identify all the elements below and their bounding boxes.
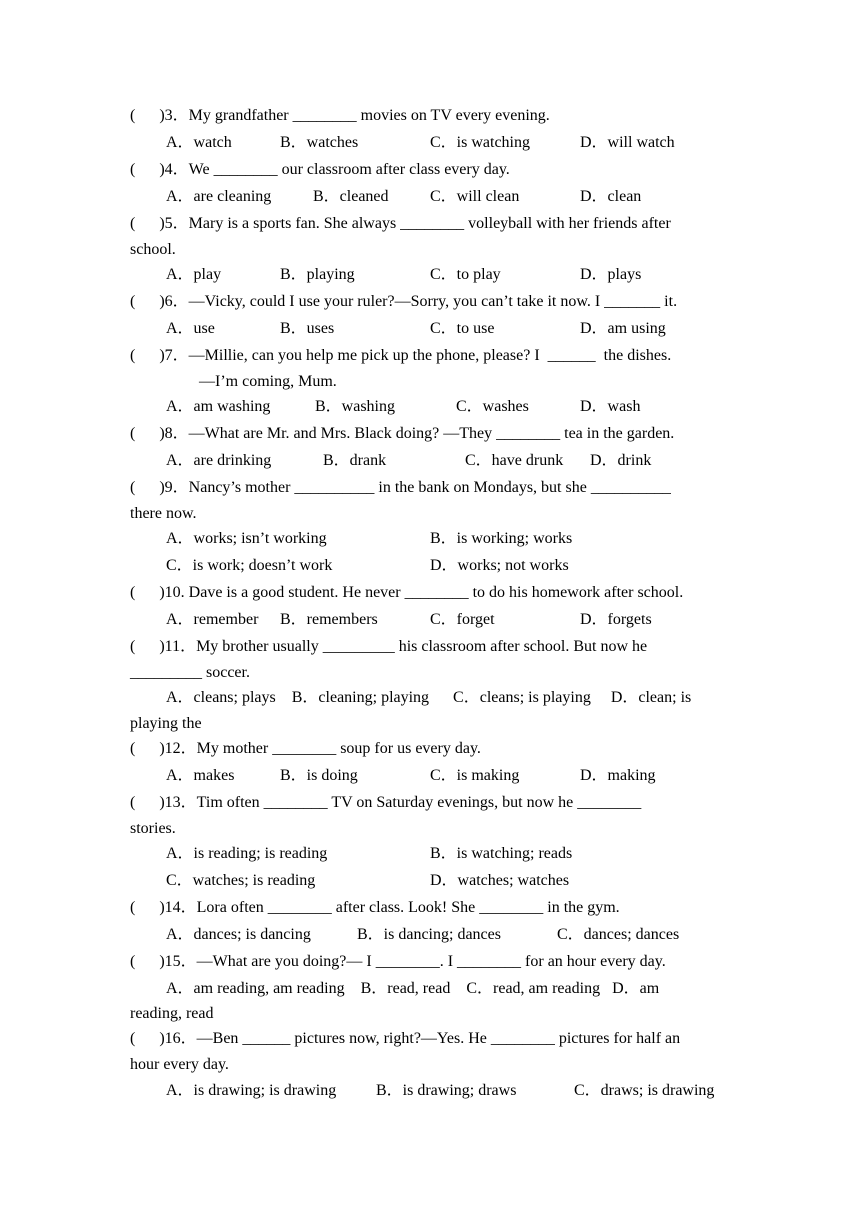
q11-options-cont: playing the — [130, 715, 202, 732]
q12-option-b: B．is doing — [280, 767, 358, 784]
q7-option-c: C．washes — [456, 398, 529, 415]
question-12: ( )12．My mother ________ soup for us every day. — [130, 740, 481, 757]
q10-option-d: D．forgets — [580, 611, 652, 628]
q4-option-b: B．cleaned — [313, 188, 389, 205]
q12-option-d: D．making — [580, 767, 656, 784]
question-8: ( )8．—What are Mr. and Mrs. Black doing? —They ________ tea in the garden. — [130, 425, 675, 442]
question-11-cont: _________ soccer. — [130, 664, 250, 681]
q3-option-b: B．watches — [280, 134, 359, 151]
question-9-cont: there now. — [130, 505, 197, 522]
q8-option-b: B．drank — [323, 452, 387, 469]
q9-option-a: A．works; isn’t working — [166, 530, 327, 547]
q6-option-c: C．to use — [430, 320, 495, 337]
q16-option-b: B．is drawing; draws — [376, 1082, 517, 1099]
q11-options: A．cleans; plays B．cleaning; playing C．cleans; is playing D．clean; is — [166, 689, 692, 706]
question-4: ( )4．We ________ our classroom after class every day. — [130, 161, 510, 178]
q6-option-a: A．use — [166, 320, 215, 337]
question-15: ( )15．—What are you doing?— I ________. I ________ for an hour every day. — [130, 953, 666, 970]
q7-option-a: A．am washing — [166, 398, 271, 415]
question-5: ( )5．Mary is a sports fan. She always ________ volleyball with her friends after — [130, 215, 671, 232]
q13-option-b: B．is watching; reads — [430, 845, 573, 862]
question-3: ( )3．My grandfather ________ movies on TV every evening. — [130, 107, 550, 124]
question-16: ( )16．—Ben ______ pictures now, right?—Yes. He ________ pictures for half an — [130, 1030, 681, 1047]
q9-option-c: C．is work; doesn’t work — [166, 557, 333, 574]
q3-option-c: C．is watching — [430, 134, 530, 151]
q4-option-a: A．are cleaning — [166, 188, 272, 205]
q5-option-a: A．play — [166, 266, 222, 283]
q6-option-b: B．uses — [280, 320, 335, 337]
question-10: ( )10. Dave is a good student. He never ________ to do his homework after school. — [130, 584, 684, 601]
q14-option-c: C．dances; dances — [557, 926, 680, 943]
question-11: ( )11．My brother usually _________ his classroom after school. But now he — [130, 638, 648, 655]
q10-option-a: A．remember — [166, 611, 259, 628]
q6-option-d: D．am using — [580, 320, 666, 337]
q3-option-a: A．watch — [166, 134, 232, 151]
question-6: ( )6．—Vicky, could I use your ruler?—Sorry, you can’t take it now. I _______ it. — [130, 293, 678, 310]
q5-option-c: C．to play — [430, 266, 501, 283]
q16-option-c: C．draws; is drawing — [574, 1082, 715, 1099]
q3-option-d: D．will watch — [580, 134, 675, 151]
question-7: ( )7．—Millie, can you help me pick up the phone, please? I ______ the dishes. — [130, 347, 672, 364]
q9-option-d: D．works; not works — [430, 557, 569, 574]
q7-option-b: B．washing — [315, 398, 396, 415]
question-9: ( )9．Nancy’s mother __________ in the bank on Mondays, but she __________ — [130, 479, 671, 496]
q13-option-a: A．is reading; is reading — [166, 845, 328, 862]
q8-option-a: A．are drinking — [166, 452, 272, 469]
q8-option-d: D．drink — [590, 452, 652, 469]
question-14: ( )14．Lora often ________ after class. Look! She ________ in the gym. — [130, 899, 620, 916]
q16-option-a: A．is drawing; is drawing — [166, 1082, 337, 1099]
q15-options: A．am reading, am reading B．read, read C．read, am reading D．am — [166, 980, 660, 997]
q13-option-c: C．watches; is reading — [166, 872, 316, 889]
q14-option-a: A．dances; is dancing — [166, 926, 311, 943]
q5-option-d: D．plays — [580, 266, 642, 283]
q15-options-cont: reading, read — [130, 1005, 214, 1022]
q4-option-d: D．clean — [580, 188, 642, 205]
question-13-cont: stories. — [130, 820, 176, 837]
q10-option-b: B．remembers — [280, 611, 378, 628]
question-16-cont: hour every day. — [130, 1056, 229, 1073]
question-7-cont: —I’m coming, Mum. — [199, 373, 337, 390]
q5-option-b: B．playing — [280, 266, 355, 283]
q8-option-c: C．have drunk — [465, 452, 564, 469]
q10-option-c: C．forget — [430, 611, 495, 628]
q7-option-d: D．wash — [580, 398, 641, 415]
q12-option-a: A．makes — [166, 767, 235, 784]
question-13: ( )13．Tim often ________ TV on Saturday evenings, but now he ________ — [130, 794, 642, 811]
q9-option-b: B．is working; works — [430, 530, 573, 547]
q13-option-d: D．watches; watches — [430, 872, 570, 889]
q12-option-c: C．is making — [430, 767, 520, 784]
q4-option-c: C．will clean — [430, 188, 520, 205]
question-5-cont: school. — [130, 241, 176, 258]
q14-option-b: B．is dancing; dances — [357, 926, 501, 943]
